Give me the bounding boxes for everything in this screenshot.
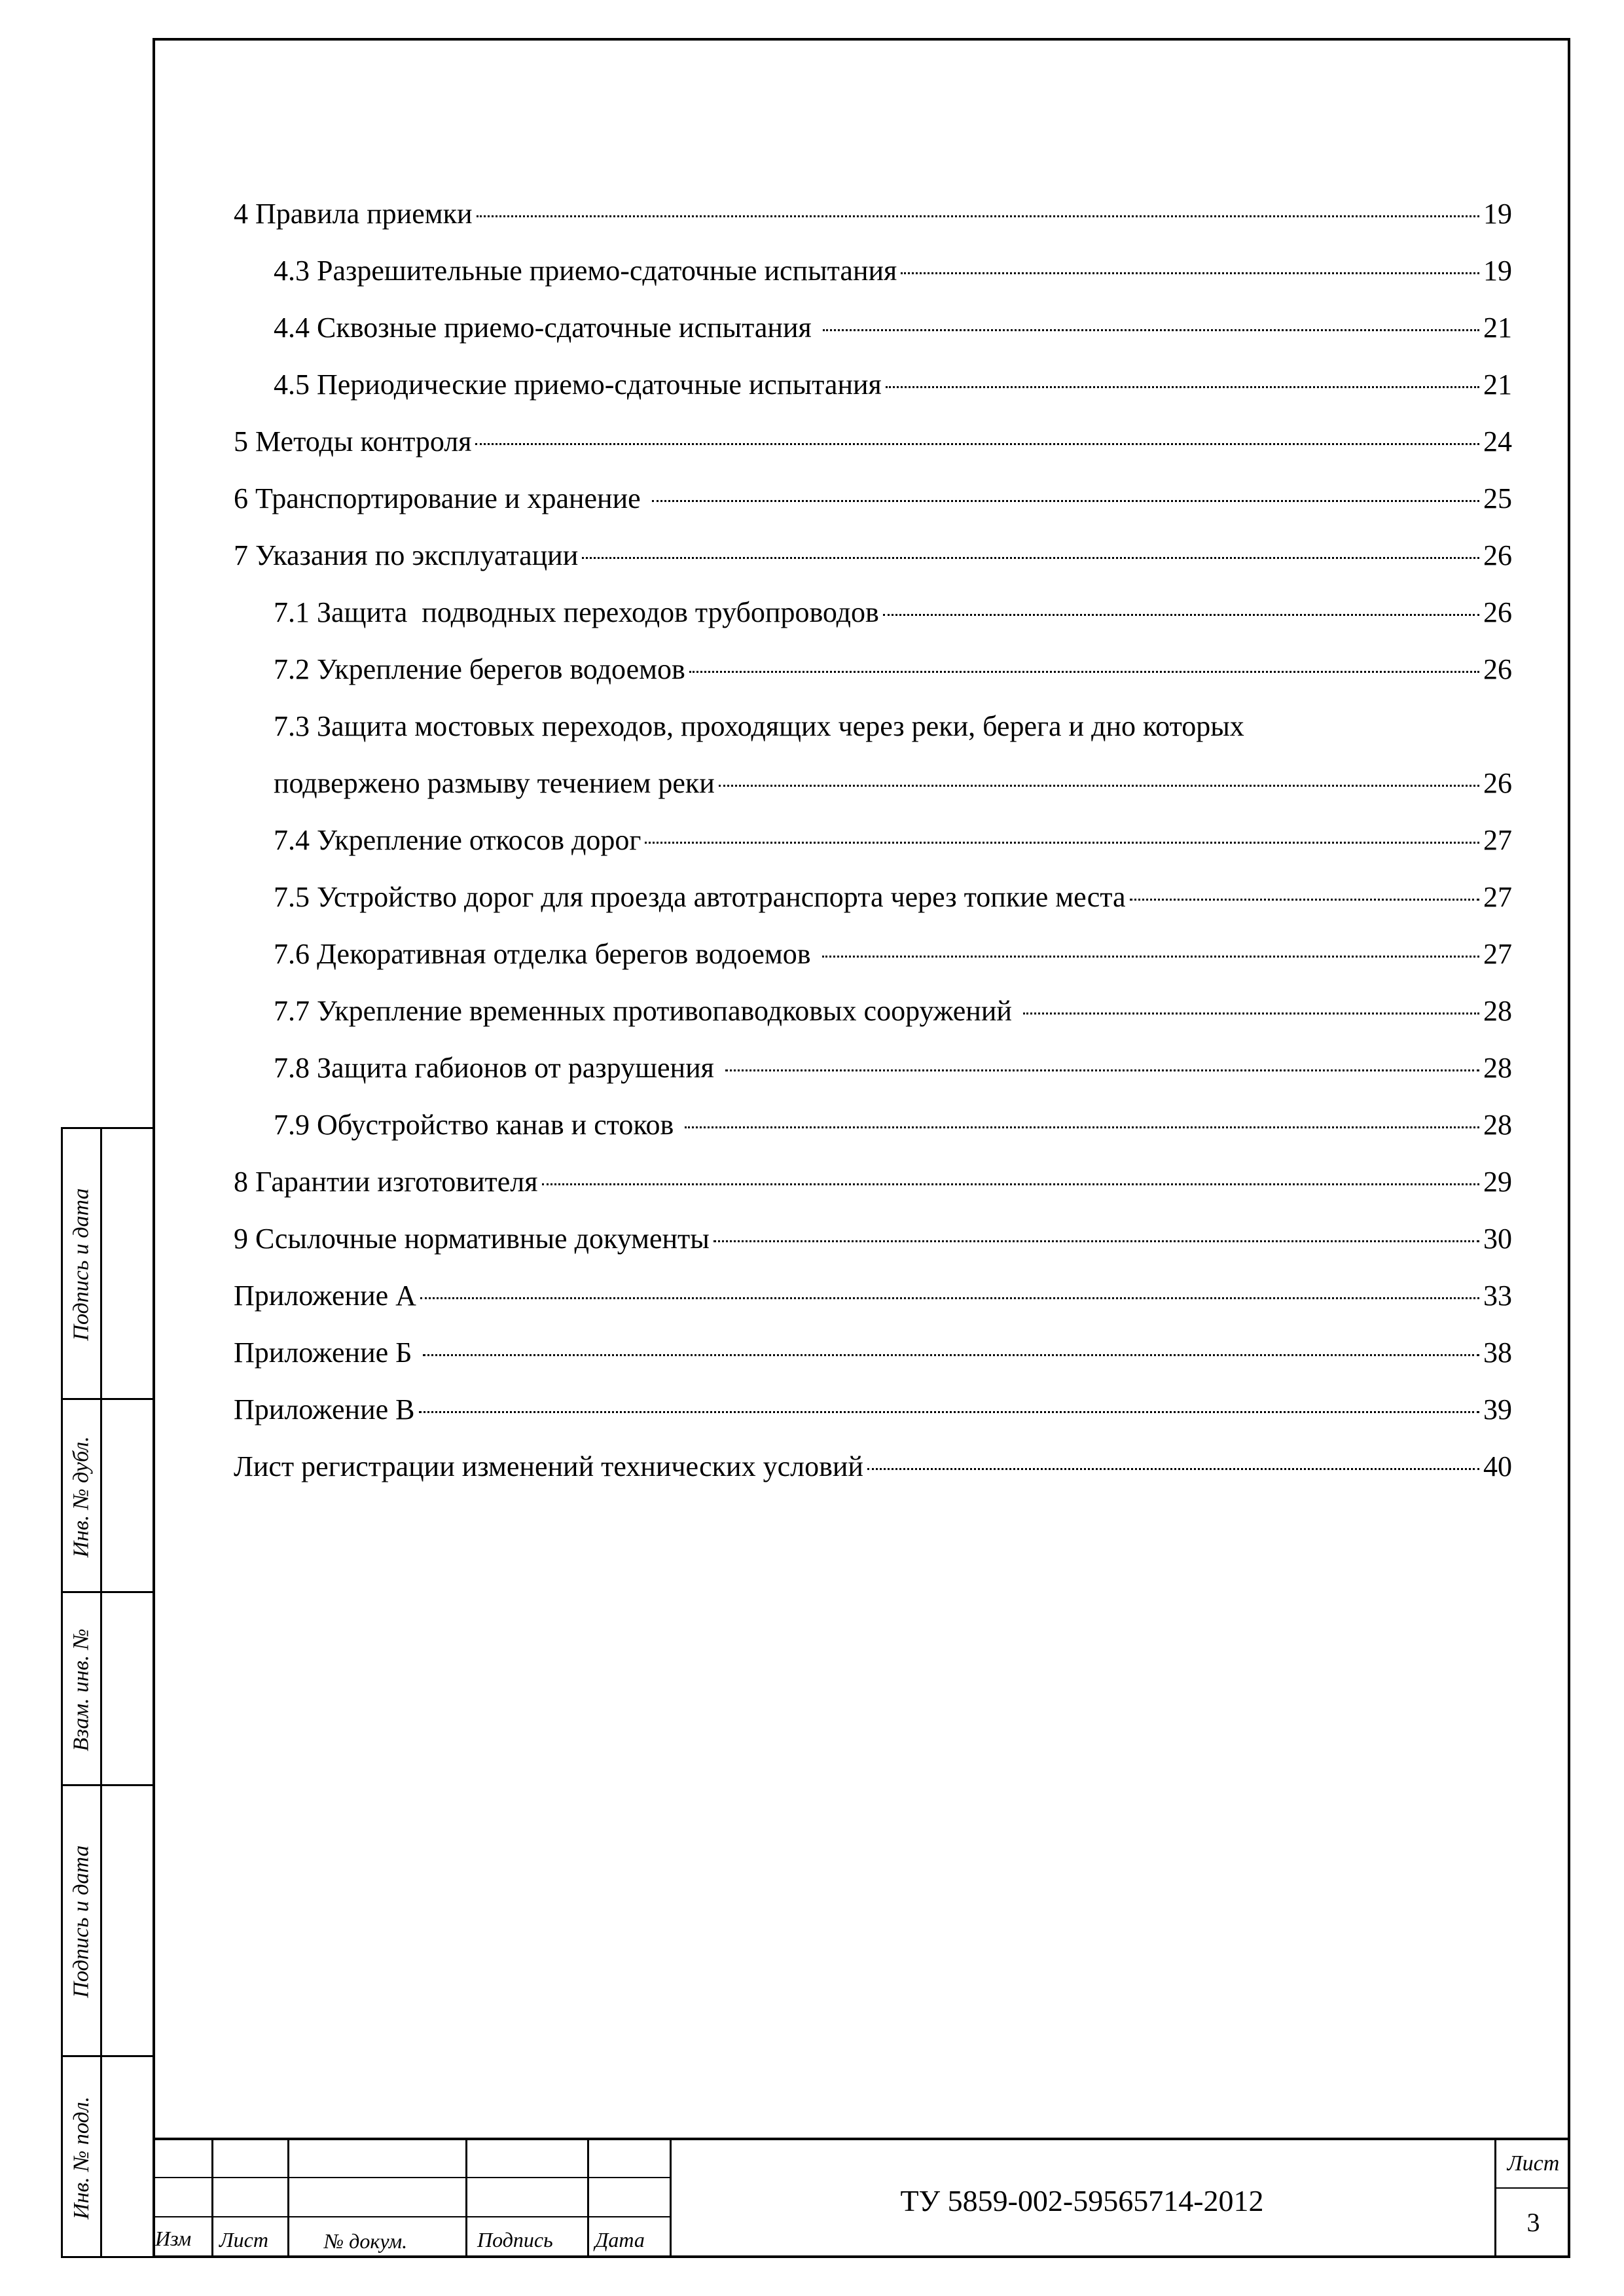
sheet-label: Лист xyxy=(1507,2151,1560,2176)
toc-entry-title: Приложение А xyxy=(234,1280,416,1312)
toc-dot-leader xyxy=(423,1354,1479,1356)
toc-entry-title: 7.7 Укрепление временных противопаводковых сооружений xyxy=(274,995,1019,1027)
toc-entry-page: 26 xyxy=(1483,653,1512,685)
side-stamp-label: Подпись и дата xyxy=(69,1188,94,1341)
toc-entry-line xyxy=(274,1039,1512,1096)
toc-entry-line xyxy=(234,1267,1512,1324)
title-block-row-line xyxy=(153,2216,670,2217)
toc-entry-page: 27 xyxy=(1483,938,1512,970)
toc-entry-page: 28 xyxy=(1483,1052,1512,1084)
toc-entry-line xyxy=(234,470,1512,527)
toc-entry-line xyxy=(274,869,1512,925)
toc-dot-leader xyxy=(685,1126,1479,1128)
toc-entry-title: 9 Ссылочные нормативные документы xyxy=(234,1223,710,1255)
toc-dot-leader xyxy=(1023,1013,1479,1014)
title-block-row-line xyxy=(153,2177,670,2178)
toc-entry xyxy=(234,185,1512,242)
side-stamp-cell-dup-inv xyxy=(63,1400,153,1593)
toc-entry xyxy=(234,242,1512,299)
toc-entry-title: Лист регистрации изменений технических условий xyxy=(234,1450,863,1482)
toc-dot-leader xyxy=(901,272,1479,274)
side-stamp-cell-signature-date-2 xyxy=(63,1786,153,2057)
toc-entry-line xyxy=(274,299,1512,356)
sheet-number: 3 xyxy=(1526,2208,1540,2237)
side-stamp-cell-signature-date-1 xyxy=(63,1129,153,1400)
toc-entry-line xyxy=(234,1324,1512,1381)
toc-entry xyxy=(234,698,1512,812)
toc-entry-title-line1: 7.3 Защита мостовых переходов, проходящих через реки, берега и дно которых xyxy=(274,710,1244,742)
title-block-col-line xyxy=(465,2140,467,2258)
toc-entry-page: 29 xyxy=(1483,1166,1512,1198)
side-stamp-cell-original-inv xyxy=(63,2057,153,2258)
toc-entry-title: 4.4 Сквозные приемо-сдаточные испытания xyxy=(274,312,819,344)
toc-entry xyxy=(234,1267,1512,1324)
toc-entry xyxy=(234,1096,1512,1153)
side-stamp xyxy=(61,1127,153,2258)
toc-dot-leader xyxy=(823,329,1479,331)
title-block-col-line xyxy=(287,2140,289,2258)
toc-entry-page: 19 xyxy=(1483,198,1512,230)
side-stamp-label: Инв. № дубл. xyxy=(69,1435,94,1558)
toc-entry-page: 21 xyxy=(1483,312,1512,344)
toc-entry-page: 26 xyxy=(1483,596,1512,628)
toc-entry-title: подвержено размыву течением реки xyxy=(274,767,715,799)
toc-entry-line xyxy=(234,1153,1512,1210)
toc-entry-page: 21 xyxy=(1483,368,1512,401)
side-stamp-label: Инв. № подл. xyxy=(69,2096,94,2219)
toc-entry-title: 6 Транспортирование и хранение xyxy=(234,482,648,514)
toc-entry-title: 5 Методы контроля xyxy=(234,425,472,457)
toc-entry-line xyxy=(234,527,1512,584)
toc-entry-title: Приложение Б xyxy=(234,1336,420,1369)
toc-entry-page: 28 xyxy=(1483,995,1512,1027)
toc-entry xyxy=(234,641,1512,698)
toc-dot-leader xyxy=(886,386,1479,388)
side-stamp-cell-replace-inv xyxy=(63,1593,153,1786)
toc-entry-page: 24 xyxy=(1483,425,1512,457)
toc-entry-line xyxy=(274,755,1512,812)
toc-entry xyxy=(234,1153,1512,1210)
toc-entry xyxy=(234,1039,1512,1096)
toc-entry xyxy=(234,1381,1512,1438)
toc-entry-page: 28 xyxy=(1483,1109,1512,1141)
toc-dot-leader xyxy=(719,785,1479,787)
toc-entry xyxy=(234,527,1512,584)
col-header-date: Дата xyxy=(595,2228,645,2251)
col-header-signature: Подпись xyxy=(477,2228,553,2251)
toc-entry-title: 7.8 Защита габионов от разрушения xyxy=(274,1052,721,1084)
toc-entry-title: 7.6 Декоративная отделка берегов водоемов xyxy=(274,938,818,970)
toc-entry-title: 7.5 Устройство дорог для проезда автотранспорта через топкие места xyxy=(274,881,1126,913)
document-code: ТУ 5859-002-59565714-2012 xyxy=(900,2183,1264,2217)
side-stamp-label: Подпись и дата xyxy=(69,1845,94,1998)
toc-entry xyxy=(234,299,1512,356)
toc-entry xyxy=(234,584,1512,641)
toc-dot-leader xyxy=(883,614,1479,616)
toc-entry-page: 38 xyxy=(1483,1336,1512,1369)
col-header-change: Изм xyxy=(155,2227,192,2250)
toc-dot-leader xyxy=(582,557,1479,559)
toc-entry-line xyxy=(234,1210,1512,1267)
toc-entry-page: 19 xyxy=(1483,255,1512,287)
toc-entry-title: 7.1 Защита подводных переходов трубопроводов xyxy=(274,596,879,628)
toc-entry xyxy=(234,925,1512,982)
toc-entry-page: 40 xyxy=(1483,1450,1512,1482)
title-block xyxy=(153,2138,1570,2258)
toc-entry-title: Приложение В xyxy=(234,1393,415,1426)
toc-entry xyxy=(234,1438,1512,1495)
toc-entry-line xyxy=(274,641,1512,698)
toc-dot-leader xyxy=(419,1411,1479,1413)
toc-dot-leader xyxy=(542,1183,1480,1185)
toc-dot-leader xyxy=(1130,899,1479,901)
side-stamp-divider xyxy=(100,1129,102,2256)
toc-entry-page: 39 xyxy=(1483,1393,1512,1426)
toc-entry-line xyxy=(234,185,1512,242)
toc-entry-line xyxy=(274,584,1512,641)
title-block-col-line xyxy=(211,2140,213,2258)
toc-dot-leader xyxy=(867,1468,1479,1470)
toc-entry-title: 8 Гарантии изготовителя xyxy=(234,1166,538,1198)
toc-entry-title: 7.2 Укрепление берегов водоемов xyxy=(274,653,685,685)
toc-entry xyxy=(234,413,1512,470)
toc-entry-line xyxy=(234,1381,1512,1438)
title-block-col-line xyxy=(587,2140,589,2258)
toc-dot-leader xyxy=(725,1069,1479,1071)
toc-dot-leader xyxy=(477,215,1479,217)
toc-entry-title: 7.4 Укрепление откосов дорог xyxy=(274,824,641,856)
toc-entry xyxy=(234,982,1512,1039)
toc-dot-leader xyxy=(645,842,1479,844)
toc-entry xyxy=(234,1324,1512,1381)
toc-entry-line xyxy=(274,242,1512,299)
toc-entry-title: 4 Правила приемки xyxy=(234,198,473,230)
toc-entry xyxy=(234,470,1512,527)
toc-entry-page: 30 xyxy=(1483,1223,1512,1255)
toc-dot-leader xyxy=(822,956,1479,958)
toc-entry-line xyxy=(274,925,1512,982)
toc-dot-leader xyxy=(652,500,1479,502)
toc-entry-line xyxy=(274,1096,1512,1153)
toc-entry-page: 25 xyxy=(1483,482,1512,514)
toc-entry-line xyxy=(274,812,1512,869)
toc-entry-page: 27 xyxy=(1483,881,1512,913)
toc-entry-line xyxy=(274,982,1512,1039)
toc-dot-leader xyxy=(475,443,1479,445)
toc-entry-title: 4.5 Периодические приемо-сдаточные испытания xyxy=(274,368,882,401)
toc-entry-page: 26 xyxy=(1483,767,1512,799)
toc-entry-page: 26 xyxy=(1483,539,1512,571)
toc-entry xyxy=(234,869,1512,925)
toc-entry-line xyxy=(274,356,1512,413)
toc-dot-leader xyxy=(713,1240,1479,1242)
toc-entry-title: 7.9 Обустройство канав и стоков xyxy=(274,1109,681,1141)
toc-entry xyxy=(234,1210,1512,1267)
side-stamp-label: Взам. инв. № xyxy=(69,1628,94,1751)
table-of-contents xyxy=(234,185,1512,1495)
toc-entry-title: 7 Указания по эксплуатации xyxy=(234,539,579,571)
toc-dot-leader xyxy=(420,1297,1479,1299)
toc-entry-line xyxy=(234,1438,1512,1495)
toc-dot-leader xyxy=(689,671,1479,673)
toc-entry-page: 33 xyxy=(1483,1280,1512,1312)
col-header-doc-number: № докум. xyxy=(324,2229,408,2253)
toc-entry-title: 4.3 Разрешительные приемо-сдаточные испытания xyxy=(274,255,897,287)
toc-entry-line xyxy=(234,413,1512,470)
toc-entry xyxy=(234,812,1512,869)
toc-entry xyxy=(234,356,1512,413)
col-header-sheet: Лист xyxy=(219,2228,268,2251)
toc-entry-page: 27 xyxy=(1483,824,1512,856)
